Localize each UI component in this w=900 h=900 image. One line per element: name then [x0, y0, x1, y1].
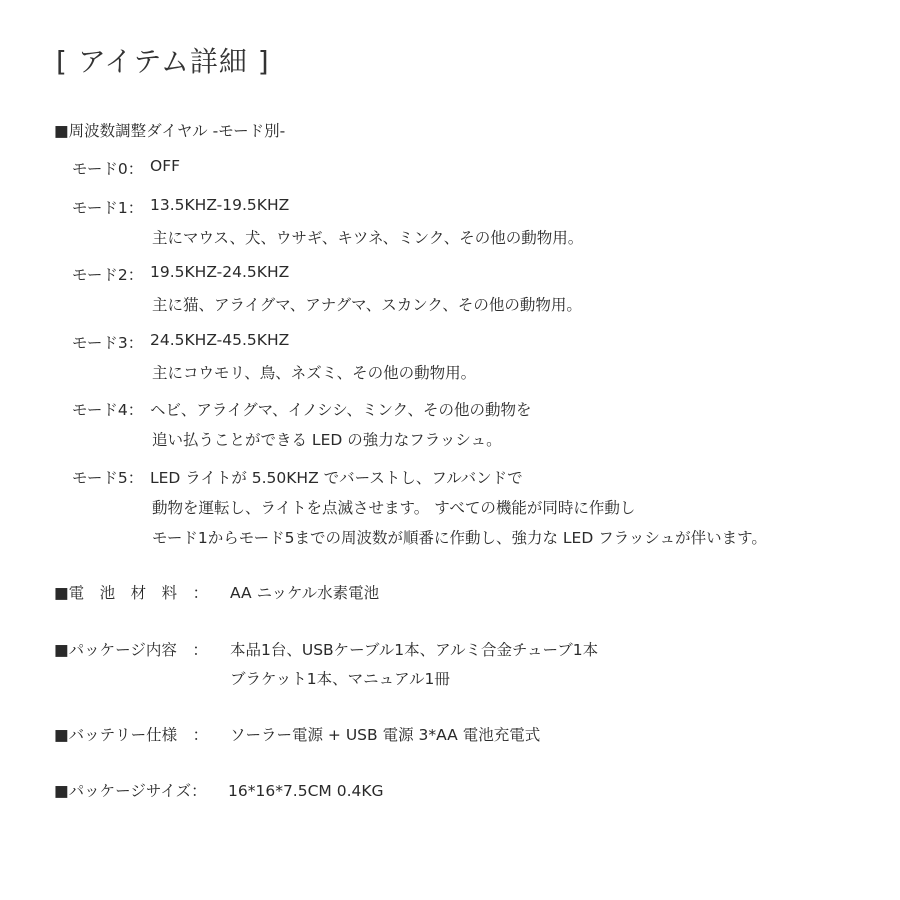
package-size-row: [54, 779, 384, 801]
package-contents-line-1: 本品1台、USBケーブル1本、アルミ合金チューブ1本: [230, 641, 599, 659]
mode-4: [72, 398, 532, 420]
mode-4-line-1: ヘビ、アライグマ、イノシシ、ミンク、その他の動物を: [150, 401, 532, 419]
mode-5-line-2: 動物を運転し、ライトを点滅させます。 すべての機能が同時に作動し: [152, 499, 636, 517]
mode-3-line-1: 24.5KHZ-45.5KHZ: [150, 331, 290, 349]
mode-0-label: モード0：: [72, 160, 144, 178]
mode-1-label: モード1：: [72, 199, 144, 217]
mode-1-line-1: 13.5KHZ-19.5KHZ: [150, 196, 290, 214]
mode-3-line-2: 主にコウモリ、鳥、ネズミ、その他の動物用。: [152, 364, 477, 382]
mode-1-line-2: 主にマウス、犬、ウサギ、キツネ、ミンク、その他の動物用。: [152, 229, 584, 247]
package-size-value: 16*16*7.5CM 0.4KG: [228, 782, 384, 800]
mode-2-label: モード2：: [72, 266, 144, 284]
package-contents-row: [54, 638, 598, 660]
mode-2-line-1: 19.5KHZ-24.5KHZ: [150, 263, 290, 281]
package-contents-label: ■パッケージ内容 ：: [54, 641, 208, 659]
mode-2: [72, 263, 289, 285]
battery-spec-label: ■バッテリー仕様 ：: [54, 726, 209, 744]
mode-5-label: モード5：: [72, 469, 144, 487]
battery-spec-row: [54, 723, 540, 745]
package-size-label: ■パッケージサイズ：: [54, 782, 207, 800]
mode-5-line-3: モード1からモード5までの周波数が順番に作動し、強力な LED フラッシュが伴います。: [152, 529, 767, 547]
mode-3-label: モード3：: [72, 334, 144, 352]
mode-5: [72, 466, 523, 488]
mode-4-label: モード4：: [72, 401, 144, 419]
page-title: [ アイテム詳細 ]: [56, 45, 270, 78]
battery-material-label: ■電 池 材 料 ：: [54, 584, 209, 602]
package-contents-line-2: ブラケット1本、マニュアル1冊: [230, 670, 450, 688]
battery-material-row: [54, 581, 379, 603]
mode-0-line-1: OFF: [150, 157, 181, 175]
battery-material-value: AA ニッケル水素電池: [230, 584, 380, 602]
mode-2-line-2: 主に猫、アライグマ、アナグマ、スカンク、その他の動物用。: [152, 296, 582, 314]
mode-3: [72, 331, 289, 353]
mode-4-line-2: 追い払うことができる LED の強力なフラッシュ。: [152, 431, 502, 449]
mode-0: [72, 157, 180, 179]
frequency-heading: ■周波数調整ダイヤル -モード別-: [54, 122, 286, 140]
mode-1: [72, 196, 289, 218]
battery-spec-value: ソーラー電源 + USB 電源 3*AA 電池充電式: [230, 726, 541, 744]
mode-5-line-1: LED ライトが 5.50KHZ でバーストし、フルバンドで: [150, 469, 523, 487]
